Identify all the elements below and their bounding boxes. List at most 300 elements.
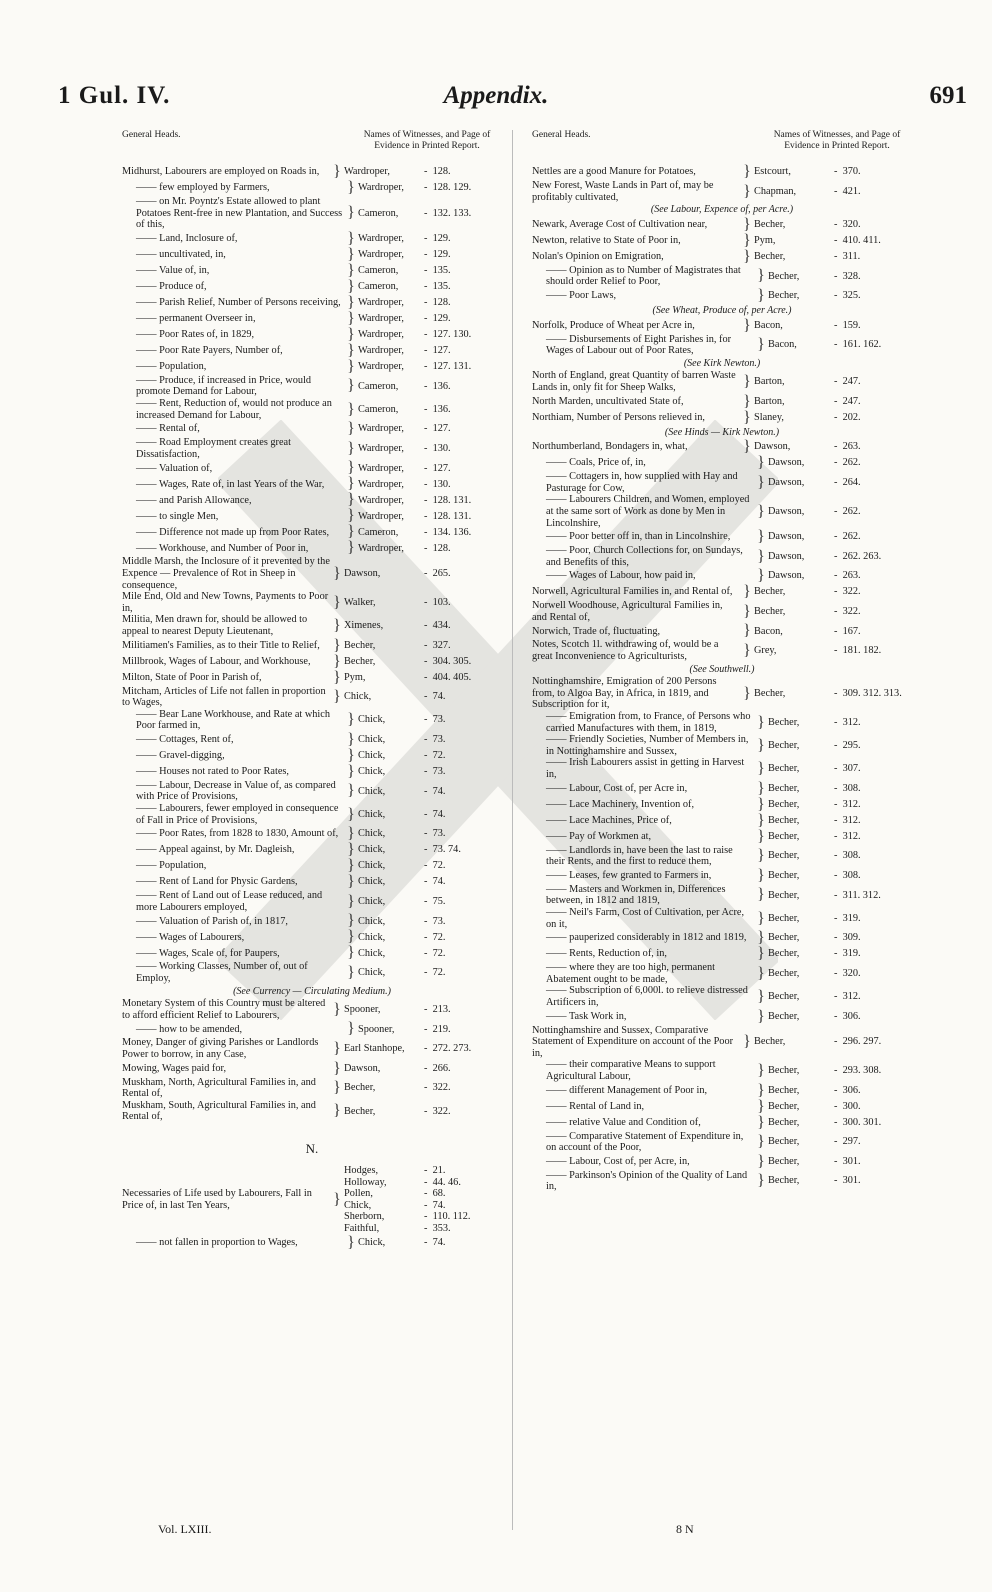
brace-icon: } — [757, 760, 765, 777]
index-entry — [122, 295, 502, 311]
index-entry — [532, 1083, 912, 1099]
witness-name: Spooner, — [344, 1004, 381, 1016]
brace-icon: } — [757, 286, 765, 304]
witness-name: Chick, — [358, 1236, 386, 1248]
index-entry — [122, 748, 502, 764]
index-entry — [532, 288, 912, 304]
index-entry — [122, 709, 502, 732]
brace-icon: } — [347, 204, 355, 222]
brace-icon: } — [347, 475, 355, 493]
witness-name: Dawson, — [768, 476, 805, 488]
page-reference: - 370. — [834, 166, 861, 178]
entry-heading: —— Houses not rated to Poor Rates, — [136, 766, 290, 778]
page-reference: - 319. — [834, 948, 861, 960]
page-reference: - 128. 131. — [424, 510, 472, 522]
index-entry — [122, 375, 502, 398]
witness-name: Becher, — [768, 1155, 800, 1167]
page-reference: - 295. — [834, 740, 861, 752]
brace-icon: } — [757, 847, 765, 865]
brace-icon: } — [347, 1020, 355, 1038]
page-reference: - 247. — [834, 395, 861, 407]
brace-icon: } — [333, 616, 341, 634]
brace-icon: } — [347, 873, 355, 891]
entry-heading: —— Wages, Scale of, for Paupers, — [136, 947, 280, 959]
see-reference: (See Southwell.) — [689, 663, 755, 675]
entry-heading: —— Labour, Cost of, per Acre in, — [546, 782, 688, 794]
witness-name: Wardroper, — [358, 510, 404, 522]
brace-icon: } — [347, 928, 355, 946]
entry-heading: —— Rent, Reduction of, would not produce an increased Demand for Labour, — [136, 397, 332, 421]
page-reference: - 312. — [834, 798, 861, 810]
witness-name: Cameron, — [358, 264, 399, 276]
entry-heading: —— Rental of Land in, — [546, 1100, 645, 1112]
index-entry — [122, 858, 502, 874]
page-reference: - 72. — [424, 860, 446, 872]
page-reference: - 103. — [424, 596, 451, 608]
entry-heading: —— Lace Machines, Price of, — [546, 814, 672, 826]
entry-heading: —— on Mr. Poyntz's Estate allowed to plant Potatoes Rent-free in new Plantation, and Success of this, — [136, 196, 343, 231]
brace-icon: } — [347, 491, 355, 509]
page-reference: - 434. — [424, 620, 451, 632]
entry-heading: —— different Management of Poor in, — [546, 1084, 708, 1096]
index-entry — [122, 279, 502, 295]
entry-heading: —— Rent of Land for Physic Gardens, — [136, 876, 298, 888]
page-reference: - 410. 411. — [834, 234, 881, 246]
brace-icon: } — [333, 564, 341, 582]
witness-name: Chick, — [358, 931, 386, 943]
entry-heading: —— how to be amended, — [136, 1023, 243, 1035]
brace-icon: } — [757, 736, 765, 754]
entry-heading: Norfolk, Produce of Wheat per Acre in, — [532, 319, 695, 331]
witness-name: Chick, — [358, 967, 386, 979]
brace-icon: } — [347, 1233, 355, 1251]
page-reference: - 74. — [424, 1236, 446, 1248]
entry-heading: —— Irish Labourers assist in getting in Harvest in, — [546, 757, 745, 780]
witness-name: Chick, — [358, 734, 386, 746]
entry-heading: Mowing, Wages paid for, — [122, 1062, 227, 1074]
brace-icon: } — [333, 593, 341, 611]
index-entry — [122, 311, 502, 327]
page-reference: - 75. — [424, 896, 446, 908]
index-entry — [122, 1077, 502, 1100]
brace-icon: } — [757, 336, 765, 354]
page-reference: - 312. — [834, 991, 861, 1003]
entry-heading: —— Lace Machinery, Invention of, — [546, 798, 695, 810]
witness-name: Becher, — [768, 270, 800, 282]
entry-heading: —— Parish Relief, Number of Persons receiving, — [136, 296, 341, 308]
index-entry — [532, 394, 912, 410]
page-reference: - 247. — [834, 376, 861, 388]
page-reference: - 73. 74. — [424, 844, 461, 856]
witness-name: Estcourt, — [754, 166, 791, 178]
entry-heading: Muskham, North, Agricultural Families in, and Rental of, — [122, 1076, 316, 1100]
witness-name: Ximenes, — [344, 620, 384, 632]
entry-heading: —— Subscription of 6,000l. to relieve distressed Artificers in, — [546, 985, 748, 1008]
index-entry — [122, 359, 502, 375]
entry-heading: Monetary System of this Country must be altered to afford efficient Relief to Labourers, — [122, 998, 326, 1021]
witness-name: Becher, — [768, 782, 800, 794]
page-reference: - 319. — [834, 912, 861, 924]
brace-icon: } — [347, 912, 355, 930]
entry-heading: Norwell Woodhouse, Agricultural Families in, and Rental of, — [532, 600, 723, 623]
page-reference: - 73. — [424, 734, 446, 746]
index-entry — [122, 764, 502, 780]
entry-heading: —— Parkinson's Opinion of the Quality of Land in, — [546, 1169, 748, 1193]
index-entry — [532, 600, 912, 623]
witness-name: Walker, — [344, 596, 376, 608]
index-entry — [532, 829, 912, 845]
witness-name: Wardroper, — [358, 462, 404, 474]
index-entry — [532, 946, 912, 962]
index-entry — [122, 945, 502, 961]
witness-name: Chick, — [358, 915, 386, 927]
brace-icon: } — [347, 420, 355, 438]
entry-heading: —— Difference not made up from Poor Rates, — [136, 526, 330, 538]
index-entry — [532, 568, 912, 584]
page-reference: - 128. — [424, 296, 451, 308]
index-entry — [532, 249, 912, 265]
witness-name: Wardroper, — [358, 344, 404, 356]
entry-heading: Money, Danger of giving Parishes or Landlords Power to borrow, in any Case, — [122, 1037, 319, 1060]
brace-icon: } — [333, 652, 341, 670]
entry-heading: —— Friendly Societies, Number of Members in, in Nottinghamshire and Sussex, — [546, 734, 749, 757]
index-entry — [122, 1061, 502, 1077]
brace-icon: } — [347, 277, 355, 295]
witness-name: Becher, — [768, 912, 800, 924]
witness-name: Becher, — [344, 639, 376, 651]
witness-name: Wardroper, — [358, 478, 404, 490]
brace-icon: } — [757, 1172, 765, 1190]
index-entry — [122, 343, 502, 359]
witness-name: Becher, — [344, 1105, 376, 1117]
witness-name: Spooner, — [358, 1023, 395, 1035]
entry-heading: —— Poor, Church Collections for, on Sundays, and Benefits of this, — [546, 545, 743, 568]
entry-heading: —— Task Work in, — [546, 1010, 627, 1022]
brace-icon: } — [757, 1061, 765, 1079]
index-entry — [532, 471, 912, 494]
witness-name: Becher, — [768, 948, 800, 960]
page-reference: - 72. — [424, 967, 446, 979]
witness-name: Earl Stanhope, — [344, 1043, 405, 1055]
page-reference: - 300. — [834, 1100, 861, 1112]
brace-icon: } — [347, 730, 355, 748]
witness-name: Chapman, — [754, 185, 797, 197]
witness-name: Pym, — [754, 234, 776, 246]
index-entry — [532, 813, 912, 829]
index-entry — [122, 1037, 502, 1060]
entry-heading: Midhurst, Labourers are employed on Roads in, — [122, 166, 320, 178]
entry-heading: —— Opinion as to Number of Magistrates that should order Relief to Poor, — [546, 264, 741, 288]
index-entry — [122, 247, 502, 263]
page-reference: - 309. — [834, 932, 861, 944]
entry-heading: —— uncultivated, in, — [136, 248, 226, 260]
witness-name: Slaney, — [754, 411, 784, 423]
brace-icon: } — [743, 408, 751, 426]
brace-icon: } — [743, 684, 751, 702]
entry-heading: —— Labour, Cost of, per Acre, in, — [546, 1155, 690, 1167]
page-reference: - 130. — [424, 442, 451, 454]
entry-heading: Nottinghamshire and Sussex, Comparative Statement of Expenditure on account of the Poor in, — [532, 1024, 734, 1059]
entry-heading: —— Rental of, — [136, 423, 200, 435]
page-reference: - 129. — [424, 312, 451, 324]
entry-heading: Necessaries of Life used by Labourers, Fall in Price of, in last Ten Years, — [122, 1188, 312, 1211]
index-entry — [122, 638, 502, 654]
brace-icon: } — [347, 805, 355, 823]
brace-icon: } — [333, 688, 341, 706]
index-entry — [532, 584, 912, 600]
entry-heading: Nettles are a good Manure for Potatoes, — [532, 166, 696, 178]
page-reference: - 308. — [834, 850, 861, 862]
index-entry — [532, 545, 912, 568]
page-reference: - 297. — [834, 1136, 861, 1148]
brace-icon: } — [757, 811, 765, 829]
page-reference: - 74. — [424, 876, 446, 888]
index-entry — [532, 1009, 912, 1025]
brace-icon: } — [757, 1097, 765, 1115]
page-reference: - 127. 130. — [424, 328, 472, 340]
page-reference: - 128. 129. — [424, 182, 472, 194]
brace-icon: } — [743, 438, 751, 456]
witness-name: Wardroper, — [358, 542, 404, 554]
entry-heading: —— not fallen in proportion to Wages, — [136, 1236, 298, 1248]
page-reference: - 264. — [834, 476, 861, 488]
page-reference: - 308. — [834, 782, 861, 794]
entry-heading: —— few employed by Farmers, — [136, 182, 270, 194]
entry-heading: —— Valuation of Parish of, in 1817, — [136, 915, 288, 927]
witness-name: Wardroper, — [358, 296, 404, 308]
page-reference: - 181. 182. — [834, 645, 882, 657]
brace-icon: } — [757, 1152, 765, 1170]
page-reference: - 127. 131. — [424, 360, 472, 372]
brace-icon: } — [757, 909, 765, 927]
entry-heading: Milton, State of Poor in Parish of, — [122, 671, 262, 683]
index-entry — [532, 318, 912, 334]
page-reference: - 132. 133. — [424, 207, 472, 219]
brace-icon: } — [757, 795, 765, 813]
index-entry — [532, 410, 912, 426]
index-entry — [532, 233, 912, 249]
brace-icon: } — [743, 372, 751, 390]
page-reference: - 322. — [424, 1105, 451, 1117]
see-reference: (See Hinds — Kirk Newton.) — [664, 426, 780, 438]
page-reference: - 272. 273. — [424, 1043, 472, 1055]
index-entry — [122, 196, 502, 231]
index-entry — [532, 217, 912, 233]
brace-icon: } — [743, 1032, 751, 1050]
entry-heading: —— Rents, Reduction of, in, — [546, 948, 667, 960]
witness-name: Becher, — [754, 218, 786, 230]
witness-name: Becher, — [768, 1010, 800, 1022]
witness-name: Becher, — [768, 1116, 800, 1128]
index-entry — [122, 826, 502, 842]
page-reference: - 74. — [424, 808, 446, 820]
entry-heading: —— Wages, Rate of, in last Years of the War, — [136, 478, 325, 490]
brace-icon: } — [347, 762, 355, 780]
witness-name: Bacon, — [754, 319, 783, 331]
brace-icon: } — [333, 1040, 341, 1057]
witness-name: Becher, — [768, 798, 800, 810]
page-reference: - 311. — [834, 250, 861, 262]
index-entry — [532, 639, 912, 662]
page-reference: - 309. 312. 313. — [834, 687, 902, 699]
entry-heading: Norwich, Trade of, fluctuating, — [532, 625, 661, 637]
witness-name: Cameron, — [358, 526, 399, 538]
brace-icon: } — [333, 1190, 341, 1208]
witness-name: Becher, — [754, 250, 786, 262]
witness-name: Dawson, — [768, 570, 805, 582]
page-reference: - 293. 308. — [834, 1065, 882, 1077]
witness-name: Bacon, — [768, 339, 797, 351]
index-entry — [532, 1131, 912, 1154]
brace-icon: } — [757, 886, 765, 904]
index-entry — [122, 803, 502, 826]
entry-heading: —— Labourers, fewer employed in consequence of Fall in Price of Provisions, — [136, 803, 339, 826]
witness-name: Chick, — [358, 808, 386, 820]
entry-heading: —— Poor Rates, from 1828 to 1830, Amount of, — [136, 828, 339, 840]
page-reference: - 134. 136. — [424, 526, 472, 538]
right-column — [532, 128, 912, 1193]
page-reference: - 325. — [834, 290, 861, 302]
entry-heading: Nottinghamshire, Emigration of 200 Persons from, to Algoa Bay, in Africa, in 1819, and Subscription for it, — [532, 676, 717, 711]
brace-icon: } — [757, 1113, 765, 1131]
brace-icon: } — [347, 229, 355, 247]
page-reference: - 308. — [834, 869, 861, 881]
brace-icon: } — [757, 713, 765, 731]
witness-name: Dawson, — [344, 1062, 381, 1074]
index-entry — [122, 421, 502, 437]
brace-icon: } — [347, 782, 355, 800]
page-reference: - 202. — [834, 411, 861, 423]
entry-heading: —— Labour, Decrease in Value of, as compared with Price of Provisions, — [136, 779, 336, 803]
entry-heading: —— Poor Rate Payers, Number of, — [136, 344, 283, 356]
entry-heading: —— where they are too high, permanent Abatement ought to be made, — [546, 962, 715, 985]
page-reference: - 167. — [834, 625, 861, 637]
witness-name: Chick, — [358, 766, 386, 778]
index-entry — [532, 962, 912, 985]
brace-icon: } — [347, 357, 355, 375]
entry-heading: —— Population, — [136, 360, 207, 372]
entry-heading: Muskham, South, Agricultural Families in, and Rental of, — [122, 1099, 316, 1123]
index-entry — [532, 265, 912, 288]
witness-name: Becher, — [768, 1065, 800, 1077]
entry-heading: —— Cottages, Rent of, — [136, 734, 234, 746]
page-reference: - 159. — [834, 319, 861, 331]
brace-icon: } — [743, 182, 751, 200]
entry-heading: —— Pay of Workmen at, — [546, 830, 652, 842]
index-entry — [122, 180, 502, 196]
index-entry — [122, 961, 502, 984]
witness-name: Chick, — [358, 714, 386, 726]
page-reference: - 311. 312. — [834, 889, 881, 901]
index-entry — [532, 711, 912, 734]
brace-icon: } — [757, 267, 765, 285]
page-reference: - 74. — [424, 691, 446, 703]
index-entry — [122, 556, 502, 591]
page-reference: - 266. — [424, 1062, 451, 1074]
page-reference: - 135. — [424, 280, 451, 292]
index-entry — [122, 591, 502, 614]
left-column — [122, 128, 502, 1251]
brace-icon: } — [743, 215, 751, 233]
witness-name: Dawson, — [768, 550, 805, 562]
index-entry — [532, 1154, 912, 1170]
entry-heading: Nolan's Opinion on Emigration, — [532, 250, 664, 262]
witness-name: Bacon, — [754, 625, 783, 637]
brace-icon: } — [347, 539, 355, 557]
page-reference: - 328. — [834, 270, 861, 282]
index-entry — [122, 231, 502, 247]
page-number: 691 — [929, 82, 967, 109]
brace-icon: } — [347, 523, 355, 541]
page-reference: - 306. — [834, 1084, 861, 1096]
brace-icon: } — [333, 163, 341, 180]
witness-name: Chick, — [358, 876, 386, 888]
entry-heading: —— Rent of Land out of Lease reduced, and more Labourers employed, — [136, 890, 323, 913]
witness-name: Dawson, — [768, 457, 805, 469]
brace-icon: } — [757, 1133, 765, 1151]
index-entry — [122, 524, 502, 540]
entry-heading: —— Produce, if increased in Price, would promote Demand for Labour, — [136, 374, 312, 398]
index-entry — [122, 1100, 502, 1123]
entry-heading: Newark, Average Cost of Cultivation near, — [532, 218, 708, 230]
witness-name: Cameron, — [358, 280, 399, 292]
witness-name: Becher, — [768, 869, 800, 881]
entry-heading: —— Working Classes, Number of, out of Employ, — [136, 961, 308, 985]
entry-heading: —— Workhouse, and Number of Poor in, — [136, 542, 309, 554]
brace-icon: } — [347, 841, 355, 859]
index-entry — [532, 1170, 912, 1193]
brace-icon: } — [743, 392, 751, 410]
entry-heading: Mile End, Old and New Towns, Payments to Poor in, — [122, 591, 329, 614]
witness-name: Wardroper, — [358, 248, 404, 260]
brace-icon: } — [347, 944, 355, 962]
entry-heading: —— to single Men, — [136, 510, 219, 522]
index-entry — [532, 623, 912, 639]
brace-icon: } — [347, 341, 355, 359]
entry-heading: —— and Parish Allowance, — [136, 494, 252, 506]
brace-icon: } — [743, 642, 751, 660]
entry-heading: —— Coals, Price of, in, — [546, 457, 646, 469]
page-reference: - 130. — [424, 478, 451, 490]
page-reference: - 421. — [834, 185, 861, 197]
index-entry — [122, 998, 502, 1021]
entry-heading: —— Cottagers in, how supplied with Hay and Pasturage for Cow, — [546, 471, 738, 494]
entry-heading: —— Land, Inclosure of, — [136, 232, 238, 244]
page-reference: - 262. — [834, 457, 861, 469]
index-entry — [122, 890, 502, 913]
index-entry — [122, 614, 502, 637]
witness-name: Dawson, — [768, 531, 805, 543]
brace-icon: } — [347, 439, 355, 457]
witness-name: Becher, — [768, 763, 800, 775]
witness-name: Dawson, — [754, 441, 791, 453]
page-reference: - 262. — [834, 531, 861, 543]
index-entry — [532, 180, 912, 203]
entry-heading: —— their comparative Means to support Agricultural Labour, — [546, 1059, 716, 1082]
witness-name: Becher, — [768, 1100, 800, 1112]
witness-name: Becher, — [768, 991, 800, 1003]
witness-name: Wardroper, — [358, 494, 404, 506]
entry-heading: —— permanent Overseer in, — [136, 312, 256, 324]
entry-heading: —— Poor better off in, than in Lincolnshire, — [546, 531, 731, 543]
page-reference: - 128. — [424, 166, 451, 178]
brace-icon: } — [347, 325, 355, 343]
index-entry — [532, 529, 912, 545]
index-entry — [122, 1021, 502, 1037]
witness-name: Cameron, — [358, 403, 399, 415]
page-reference: - 312. — [834, 716, 861, 728]
page-reference: - 306. — [834, 1010, 861, 1022]
